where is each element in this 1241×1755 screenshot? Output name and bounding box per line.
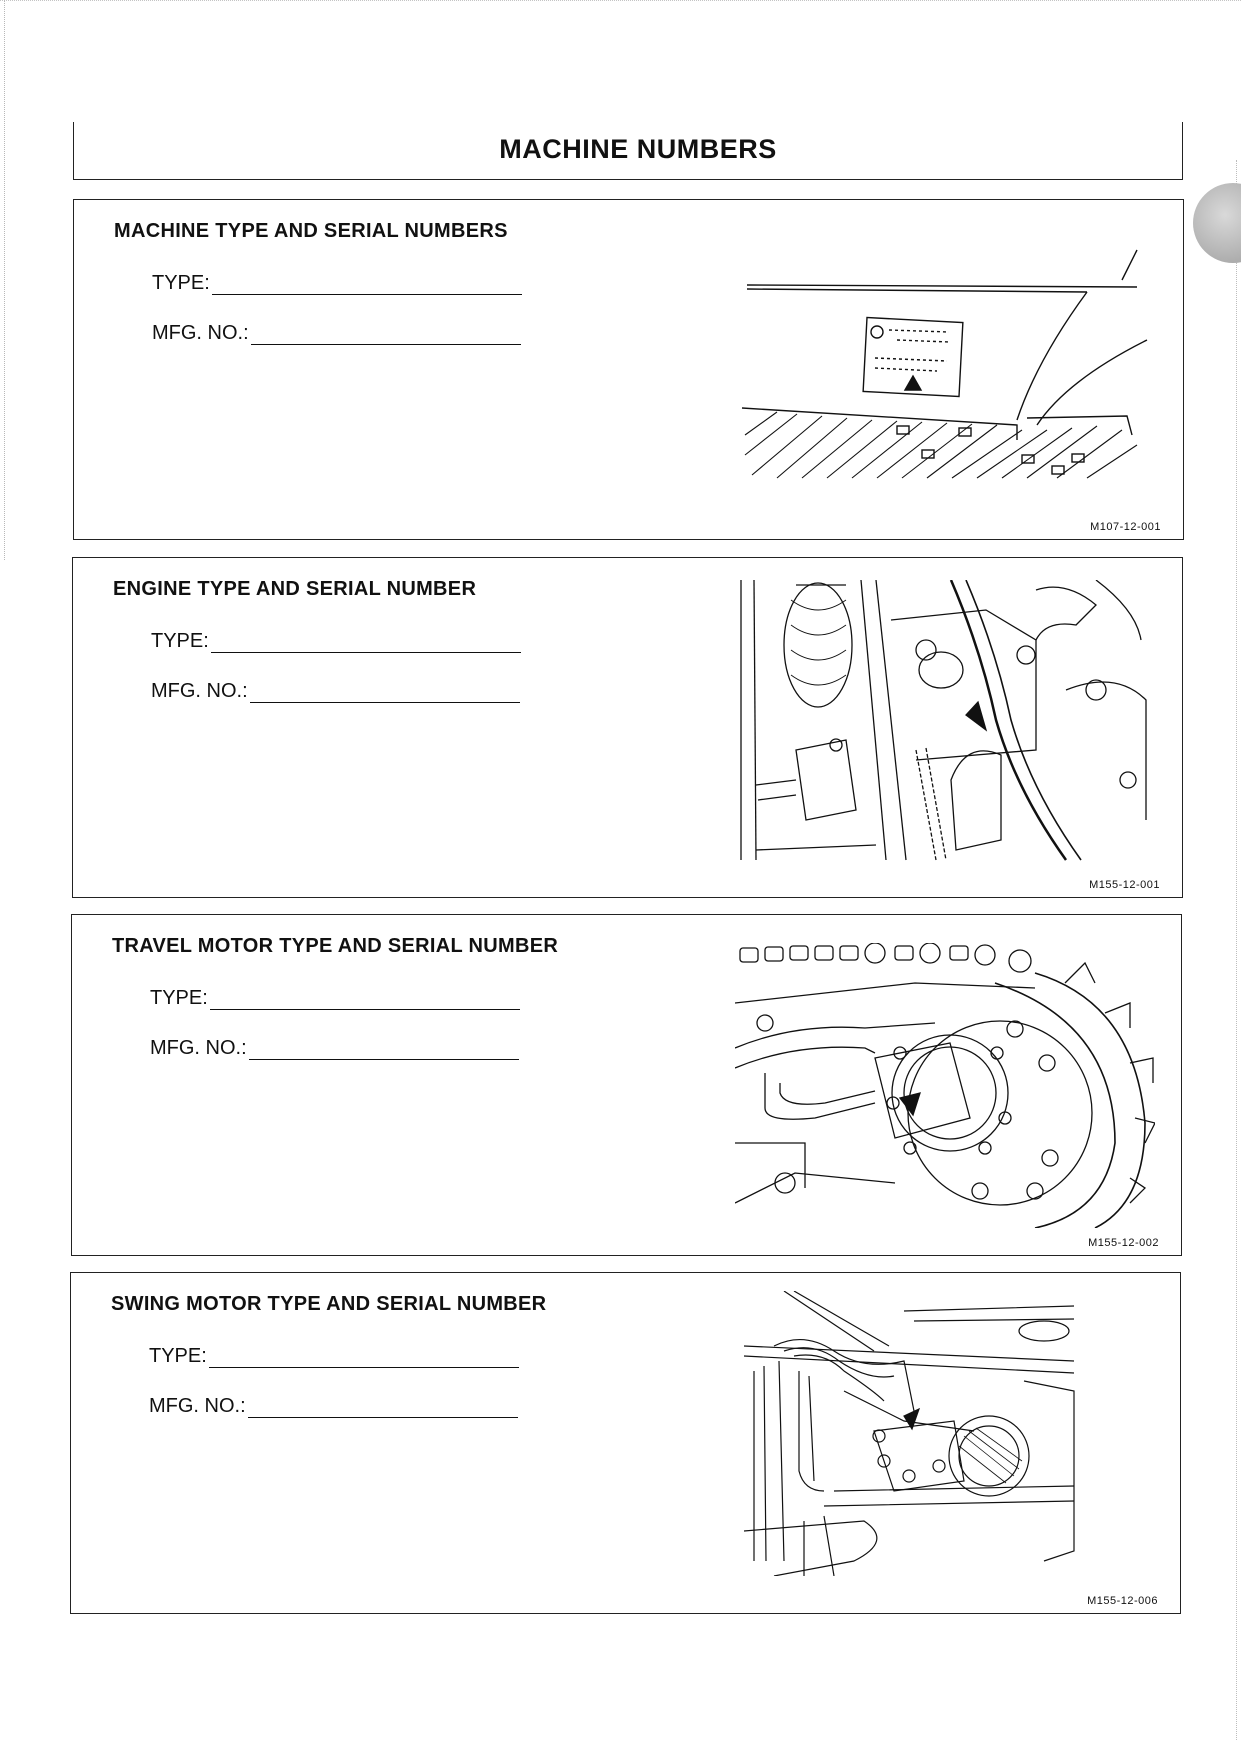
mfg-label: MFG. NO.:	[149, 1395, 246, 1417]
page-header	[73, 122, 1183, 180]
section-travel-motor	[71, 914, 1182, 1256]
scan-edge-right	[1230, 160, 1237, 1740]
type-label: TYPE:	[149, 1345, 207, 1367]
section-machine	[73, 199, 1184, 540]
type-field	[151, 630, 521, 653]
mfg-label: MFG. NO.:	[150, 1037, 247, 1059]
type-label: TYPE:	[152, 272, 210, 294]
figure-code: M155-12-002	[1088, 1237, 1159, 1249]
section-tab-marker	[1193, 183, 1241, 263]
mfg-blank-line[interactable]	[251, 324, 521, 345]
section-engine	[72, 557, 1183, 898]
mfg-blank-line[interactable]	[250, 682, 520, 703]
scan-edge-left	[4, 0, 13, 560]
engine-illustration	[736, 580, 1156, 865]
mfg-blank-line[interactable]	[249, 1039, 519, 1060]
figure-code: M155-12-006	[1087, 1595, 1158, 1607]
figure-code: M107-12-001	[1090, 521, 1161, 533]
swing-motor-illustration	[744, 1291, 1084, 1576]
type-blank-line[interactable]	[211, 632, 521, 653]
type-blank-line[interactable]	[210, 989, 520, 1010]
scan-edge-top	[0, 0, 1241, 4]
mfg-label: MFG. NO.:	[152, 322, 249, 344]
section-heading: ENGINE TYPE AND SERIAL NUMBER	[113, 578, 477, 600]
mfg-field	[151, 680, 520, 703]
section-heading: MACHINE TYPE AND SERIAL NUMBERS	[114, 220, 508, 242]
figure-code: M155-12-001	[1089, 879, 1160, 891]
mfg-field	[152, 322, 521, 345]
type-label: TYPE:	[150, 987, 208, 1009]
section-heading: TRAVEL MOTOR TYPE AND SERIAL NUMBER	[112, 935, 559, 957]
mfg-field	[149, 1395, 518, 1418]
mfg-blank-line[interactable]	[248, 1397, 518, 1418]
travel-motor-illustration	[735, 943, 1155, 1228]
page-title: MACHINE NUMBERS	[499, 134, 777, 164]
type-label: TYPE:	[151, 630, 209, 652]
type-field	[150, 987, 520, 1010]
serial-plate-illustration	[737, 240, 1157, 480]
type-field	[149, 1345, 519, 1368]
type-blank-line[interactable]	[209, 1347, 519, 1368]
mfg-field	[150, 1037, 519, 1060]
mfg-label: MFG. NO.:	[151, 680, 248, 702]
type-field	[152, 272, 522, 295]
type-blank-line[interactable]	[212, 274, 522, 295]
section-swing-motor	[70, 1272, 1181, 1614]
section-heading: SWING MOTOR TYPE AND SERIAL NUMBER	[111, 1293, 547, 1315]
